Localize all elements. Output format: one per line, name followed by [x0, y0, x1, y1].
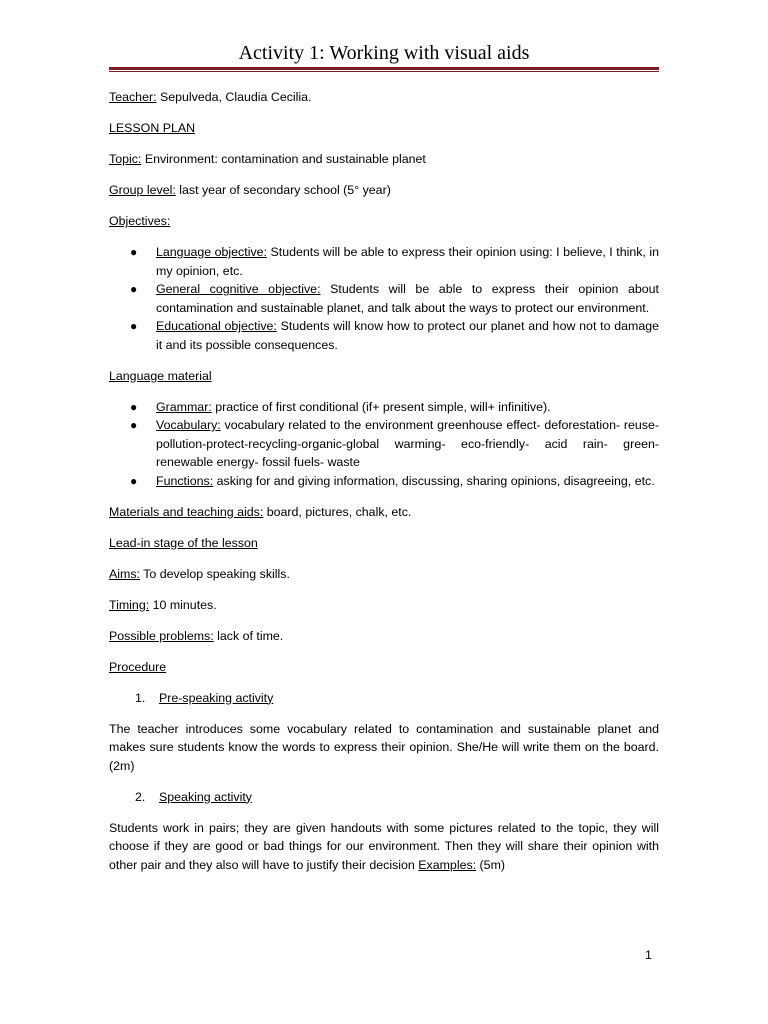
bullet-icon: ● [130, 418, 138, 432]
objectives-heading: Objectives: [109, 214, 171, 228]
material-label: Vocabulary: [156, 418, 221, 432]
step-title: Pre-speaking activity [159, 690, 274, 705]
title-rule [109, 67, 659, 70]
group-level-value: last year of secondary school (5° year) [175, 183, 391, 197]
procedure-heading: Procedure [109, 659, 167, 674]
teacher-label: Teacher: [109, 90, 157, 104]
page-number: 1 [645, 948, 652, 962]
topic-label: Topic: [109, 152, 142, 166]
list-item [109, 317, 659, 354]
materials-line [109, 503, 659, 522]
group-level-line [109, 181, 659, 200]
timing-label: Timing: [109, 597, 150, 612]
material-text: vocabulary related to the environment greenhouse effect- deforestation- reuse-pollution-protect-recycling-organic-global warming- eco-friendly- acid rain- green- renewable energy- fossil fuels- waste [156, 418, 659, 469]
step-1-text: The teacher introduces some vocabulary related to contamination and sustainable planet and makes sure students know the words to express their opinion. She/He will write them on the board. (2m) [109, 721, 659, 773]
bullet-icon: ● [130, 319, 138, 333]
step-number: 2. [135, 789, 146, 804]
objective-label: Language objective: [156, 245, 267, 259]
objective-text: Students will know how to protect our planet and how not to damage it and its possible consequences. [156, 319, 659, 352]
material-label: Functions: [156, 473, 214, 488]
material-text: asking for and giving information, discussing, sharing opinions, disagreeing, etc. [213, 473, 655, 488]
objective-text: Students will be able to express their opinion using: I believe, I think, in my opinion, etc. [156, 245, 660, 278]
list-item [109, 416, 659, 472]
step-2-text: Students work in pairs; they are given handouts with some pictures related to the topic, they will choose if they are good or bad things for our environment. Then they will share their opinion with other pair and they also will have to justify their decision [109, 820, 659, 872]
list-item [109, 280, 659, 317]
list-item [109, 243, 659, 280]
step-2-paragraph [109, 819, 659, 875]
material-text: practice of first conditional (if+ present simple, will+ infinitive). [211, 399, 551, 414]
bullet-icon: ● [130, 473, 138, 488]
step-2-heading [109, 788, 659, 807]
material-label: Grammar: [156, 399, 212, 414]
problems-label: Possible problems: [109, 628, 214, 643]
step-1-heading [109, 689, 659, 708]
objective-label: Educational objective: [156, 319, 277, 333]
problems-line [109, 627, 659, 646]
document-body [109, 88, 659, 887]
materials-label: Materials and teaching aids: [109, 504, 264, 519]
teacher-value: Sepulveda, Claudia Cecilia. [156, 90, 312, 104]
objective-label: General cognitive objective: [156, 282, 321, 296]
step-2-time: (5m) [476, 857, 506, 872]
lesson-plan-heading: LESSON PLAN [109, 121, 196, 135]
objectives-list [109, 243, 659, 354]
step-title: Speaking activity [159, 789, 252, 804]
lead-in-heading: Lead-in stage of the lesson [109, 535, 258, 550]
timing-value: 10 minutes. [149, 597, 217, 612]
timing-line [109, 596, 659, 615]
bullet-icon: ● [130, 245, 138, 259]
teacher-line [109, 88, 659, 107]
aims-value: To develop speaking skills. [139, 566, 290, 581]
step-number: 1. [135, 690, 146, 705]
language-material-list [109, 398, 659, 491]
objective-text: Students will be able to express their opinion about contamination and sustainable planet, and talk about the ways to protect our environment. [156, 282, 659, 315]
list-item [109, 472, 659, 491]
list-item [109, 398, 659, 417]
bullet-icon: ● [130, 282, 138, 296]
aims-label: Aims: [109, 566, 140, 581]
language-material-heading: Language material [109, 368, 212, 383]
bullet-icon: ● [130, 399, 138, 414]
problems-value: lack of time. [213, 628, 284, 643]
examples-label: Examples: [418, 857, 477, 872]
aims-line [109, 565, 659, 584]
topic-line [109, 150, 659, 169]
title-rule-thin [109, 71, 659, 72]
materials-value: board, pictures, chalk, etc. [263, 504, 412, 519]
document-title: Activity 1: Working with visual aids [238, 42, 530, 64]
group-level-label: Group level: [109, 183, 176, 197]
topic-value: Environment: contamination and sustainable planet [141, 152, 426, 166]
